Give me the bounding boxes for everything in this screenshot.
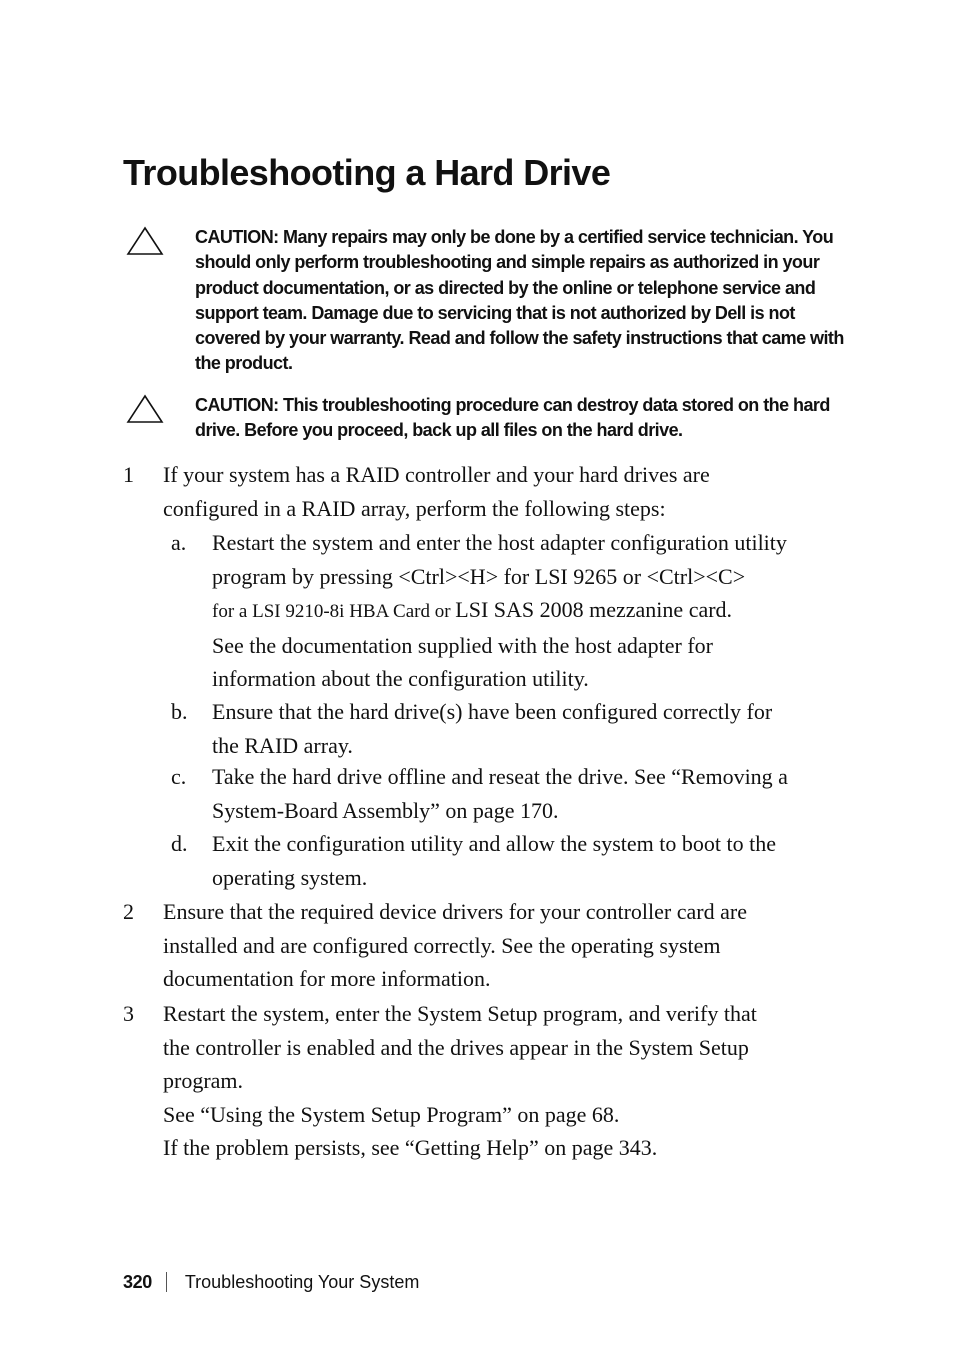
step-text [163, 895, 843, 996]
page-footer [123, 1272, 419, 1293]
substep-line: program by pressing <Ctrl><H> for LSI 9265 or <Ctrl><C> [212, 563, 746, 589]
substep-line: Ensure that the hard drive(s) have been configured correctly for [212, 699, 773, 724]
step-number: 1 [123, 462, 134, 487]
caution-line: covered by your warranty. Read and follow the safety instructions that came with [195, 328, 844, 349]
step-text [163, 458, 843, 525]
caution-line: support team. Damage due to servicing that is not authorized by Dell is not [195, 302, 795, 323]
caution-line: CAUTION: This troubleshooting procedure can destroy data stored on the hard [195, 395, 830, 415]
substep-note-line: See the documentation supplied with the host adapter for [212, 632, 713, 658]
page-number: 320 [123, 1272, 152, 1292]
caution-line: drive. Before you proceed, back up all files on the hard drive. [195, 420, 683, 441]
substep-line [212, 593, 852, 629]
caution-text [195, 393, 865, 444]
substep-letter: b. [171, 699, 188, 724]
substep-note-line: information about the configuration utility. [212, 666, 589, 691]
step-line: If your system has a RAID controller and your hard drives are [163, 462, 710, 487]
substep-text [212, 760, 852, 827]
caution-line: CAUTION: Many repairs may only be done by a certified service technician. You [195, 227, 834, 247]
step-line: the controller is enabled and the drives appear in the System Setup [163, 1034, 749, 1060]
caution-line: should only perform troubleshooting and simple repairs as authorized in your [195, 252, 820, 273]
substep-text [212, 827, 852, 894]
substep-letter: c. [171, 764, 187, 789]
substep-line: operating system. [212, 864, 368, 890]
caution-text [195, 225, 865, 377]
substep-letter: d. [171, 831, 188, 856]
substep-line: the RAID array. [212, 732, 353, 758]
caution-triangle-icon [126, 394, 164, 424]
step-note: If the problem persists, see “Getting Help” on page 343. [163, 1135, 658, 1160]
substep-line: System-Board Assembly” on page 170. [212, 797, 559, 823]
substep-line-part: LSI SAS 2008 mezzanine card. [455, 597, 733, 622]
step-line: program. [163, 1068, 244, 1093]
step-text [163, 997, 843, 1165]
step-number: 3 [123, 1001, 134, 1026]
footer-section-title: Troubleshooting Your System [184, 1272, 420, 1292]
page-title: Troubleshooting a Hard Drive [123, 152, 611, 193]
substep-text [212, 526, 852, 696]
step-line: Ensure that the required device drivers for your controller card are [163, 899, 747, 924]
footer-divider [166, 1272, 167, 1292]
caution-line: product documentation, or as directed by the online or telephone service and [195, 277, 816, 298]
substep-line: Restart the system and enter the host adapter configuration utility [212, 530, 787, 555]
step-line: installed and are configured correctly. See the operating system [163, 932, 721, 958]
step-note: See “Using the System Setup Program” on page 68. [163, 1101, 620, 1127]
substep-line: Exit the configuration utility and allow the system to boot to the [212, 831, 776, 856]
substep-line: Take the hard drive offline and reseat the drive. See “Removing a [212, 764, 788, 789]
substep-line-part: for a [212, 601, 253, 622]
caution-line: the product. [195, 353, 293, 374]
step-line: documentation for more information. [163, 966, 491, 991]
step-number: 2 [123, 899, 134, 924]
substep-line-part: LSI 9210-8i HBA Card or [252, 601, 456, 622]
step-line: configured in a RAID array, perform the following steps: [163, 495, 666, 521]
substep-text [212, 695, 852, 762]
substep-letter: a. [171, 530, 187, 555]
step-line: Restart the system, enter the System Setup program, and verify that [163, 1001, 757, 1026]
caution-triangle-icon [126, 226, 164, 256]
